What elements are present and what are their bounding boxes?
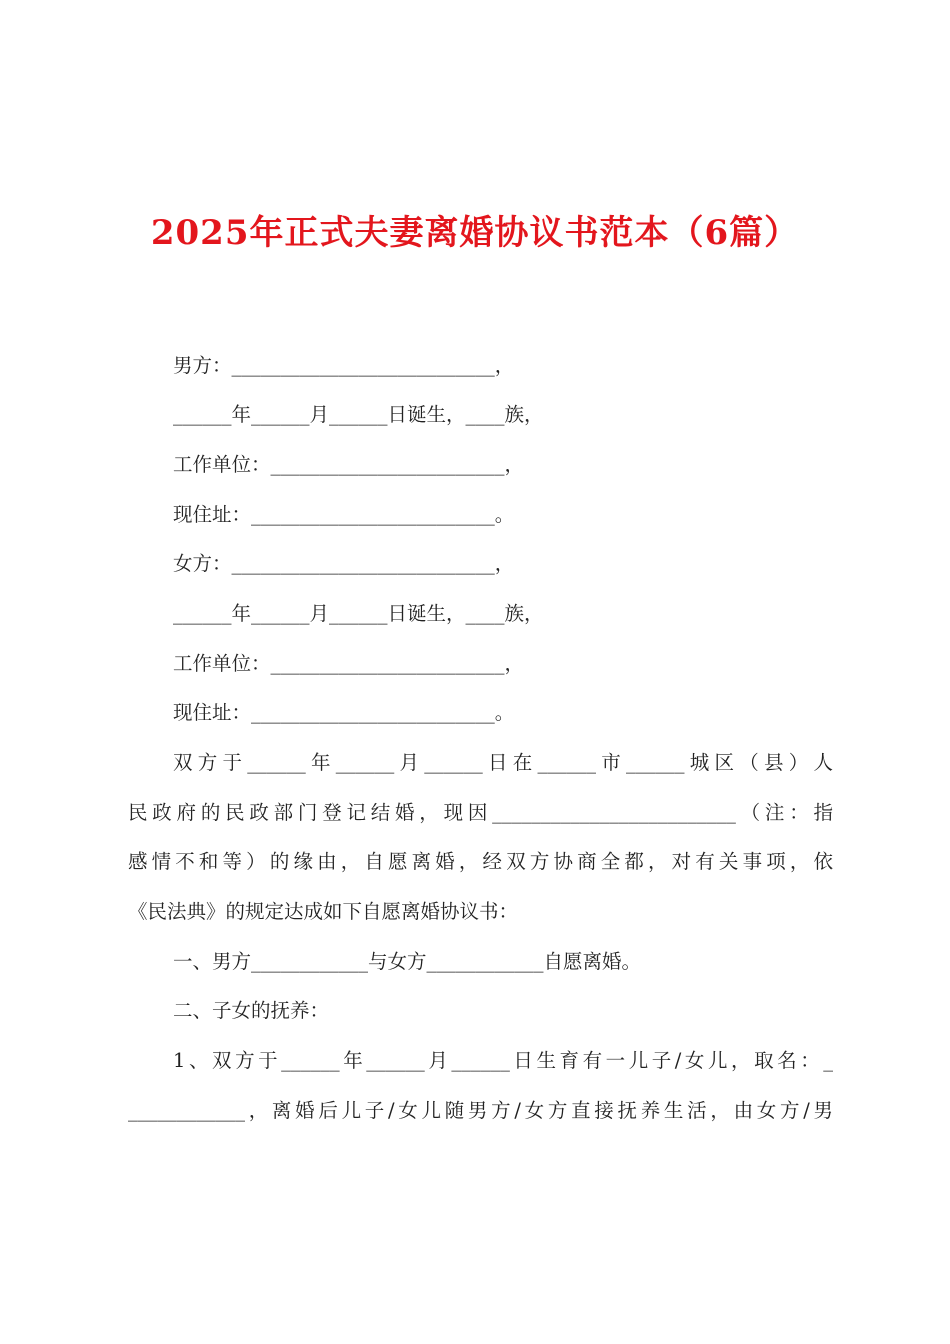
paragraph-line: 《民法典》的规定达成如下自愿离婚协议书： — [128, 900, 519, 923]
male-party-line: 男方：___________________________， — [173, 354, 515, 377]
clause-two-item-one-continued: ____________，离婚后儿子/女儿随男方/女方直接抚养生活，由女方/男 — [128, 1099, 833, 1122]
male-address-line: 现住址：_________________________。 — [173, 503, 515, 526]
paragraph-line: 民政府的民政部门登记结婚，现因_________________________（注：指 — [128, 801, 833, 824]
male-workplace-line: 工作单位：________________________， — [173, 453, 525, 476]
female-party-line: 女方：___________________________， — [173, 552, 515, 575]
male-birth-line: ______年______月______日诞生，____族， — [173, 403, 544, 426]
paragraph-line: 双方于______年______月______日在______市______城区（县）人 — [173, 751, 833, 774]
female-birth-line: ______年______月______日诞生，____族， — [173, 602, 544, 625]
clause-two-item-one: 1、双方于______年______月______日生育有一儿子/女儿，取名：_ — [173, 1049, 833, 1072]
document-title: 2025年正式夫妻离婚协议书范本（6篇） — [150, 213, 800, 253]
paragraph-line: 感情不和等）的缘由，自愿离婚，经双方协商全都，对有关事项，依 — [128, 850, 833, 873]
female-address-line: 现住址：_________________________。 — [173, 701, 515, 724]
clause-two-heading: 二、子女的抚养： — [173, 999, 330, 1022]
female-workplace-line: 工作单位：________________________， — [173, 652, 525, 675]
clause-one-line: 一、男方____________与女方____________自愿离婚。 — [173, 950, 642, 973]
